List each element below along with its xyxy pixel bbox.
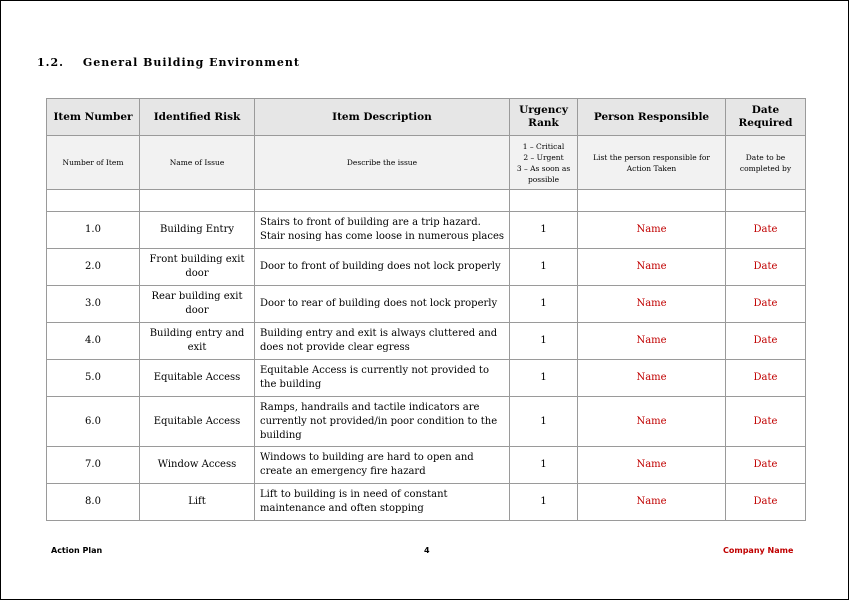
- urgency-rank: 1: [510, 286, 578, 323]
- table-header-row: [47, 99, 806, 136]
- item-description: Building entry and exit is always cluttered and does not provide clear egress: [255, 323, 510, 360]
- identified-risk: Building entry and exit: [140, 323, 255, 360]
- person-responsible: Name: [578, 397, 726, 447]
- section-title: General Building Environment: [82, 56, 300, 69]
- date-required: Date: [726, 397, 806, 447]
- identified-risk: Lift: [140, 484, 255, 521]
- table-row: [47, 212, 806, 249]
- item-description: Door to rear of building does not lock properly: [255, 286, 510, 323]
- item-number: 8.0: [47, 484, 140, 521]
- date-required: Date: [726, 484, 806, 521]
- item-number: 2.0: [47, 249, 140, 286]
- date-required: Date: [726, 360, 806, 397]
- person-responsible: Name: [578, 286, 726, 323]
- item-description: Equitable Access is currently not provided to the building: [255, 360, 510, 397]
- table-row: [47, 484, 806, 521]
- date-required: Date: [726, 286, 806, 323]
- table-row: [47, 447, 806, 484]
- header-item-number: Item Number: [47, 99, 140, 136]
- identified-risk: Equitable Access: [140, 397, 255, 447]
- table-subheader-row: [47, 136, 806, 190]
- identified-risk: Building Entry: [140, 212, 255, 249]
- table-row: [47, 323, 806, 360]
- identified-risk: Equitable Access: [140, 360, 255, 397]
- table-row: [47, 360, 806, 397]
- item-number: 5.0: [47, 360, 140, 397]
- date-required: Date: [726, 249, 806, 286]
- footer-company-name: Company Name: [723, 546, 794, 555]
- item-description: Door to front of building does not lock properly: [255, 249, 510, 286]
- header-identified-risk: Identified Risk: [140, 99, 255, 136]
- date-required: Date: [726, 447, 806, 484]
- person-responsible: Name: [578, 323, 726, 360]
- item-description: Lift to building is in need of constant maintenance and often stopping: [255, 484, 510, 521]
- header-person-responsible: Person Responsible: [578, 99, 726, 136]
- person-responsible: Name: [578, 249, 726, 286]
- subheader-number: Number of Item: [47, 136, 140, 190]
- person-responsible: Name: [578, 447, 726, 484]
- table-row: [47, 286, 806, 323]
- person-responsible: Name: [578, 212, 726, 249]
- urgency-rank: 1: [510, 212, 578, 249]
- urgency-rank: 1: [510, 484, 578, 521]
- item-number: 4.0: [47, 323, 140, 360]
- subheader-person: List the person responsible for Action Taken: [578, 136, 726, 190]
- section-number: 1.2.: [37, 56, 64, 69]
- action-plan-table: [46, 98, 806, 521]
- date-required: Date: [726, 323, 806, 360]
- item-number: 3.0: [47, 286, 140, 323]
- item-number: 6.0: [47, 397, 140, 447]
- date-required: Date: [726, 212, 806, 249]
- identified-risk: Front building exit door: [140, 249, 255, 286]
- table-row: [47, 397, 806, 447]
- subheader-risk: Name of Issue: [140, 136, 255, 190]
- identified-risk: Window Access: [140, 447, 255, 484]
- header-date-required: Date Required: [726, 99, 806, 136]
- item-description: Ramps, handrails and tactile indicators are currently not provided/in poor condition to the building: [255, 397, 510, 447]
- item-description: Windows to building are hard to open and create an emergency fire hazard: [255, 447, 510, 484]
- footer-page-number: 4: [424, 546, 430, 555]
- footer-document-title: Action Plan: [51, 546, 103, 555]
- person-responsible: Name: [578, 484, 726, 521]
- person-responsible: Name: [578, 360, 726, 397]
- blank-row: [47, 190, 806, 212]
- identified-risk: Rear building exit door: [140, 286, 255, 323]
- subheader-date: Date to be completed by: [726, 136, 806, 190]
- header-item-description: Item Description: [255, 99, 510, 136]
- subheader-rank: 1 – Critical 2 – Urgent 3 – As soon as possible: [510, 136, 578, 190]
- urgency-rank: 1: [510, 249, 578, 286]
- item-description: Stairs to front of building are a trip hazard. Stair nosing has come loose in numerous places: [255, 212, 510, 249]
- table-row: [47, 249, 806, 286]
- urgency-rank: 1: [510, 397, 578, 447]
- urgency-rank: 1: [510, 323, 578, 360]
- subheader-description: Describe the issue: [255, 136, 510, 190]
- item-number: 7.0: [47, 447, 140, 484]
- section-heading: [37, 56, 300, 69]
- item-number: 1.0: [47, 212, 140, 249]
- urgency-rank: 1: [510, 360, 578, 397]
- urgency-rank: 1: [510, 447, 578, 484]
- header-urgency-rank: Urgency Rank: [510, 99, 578, 136]
